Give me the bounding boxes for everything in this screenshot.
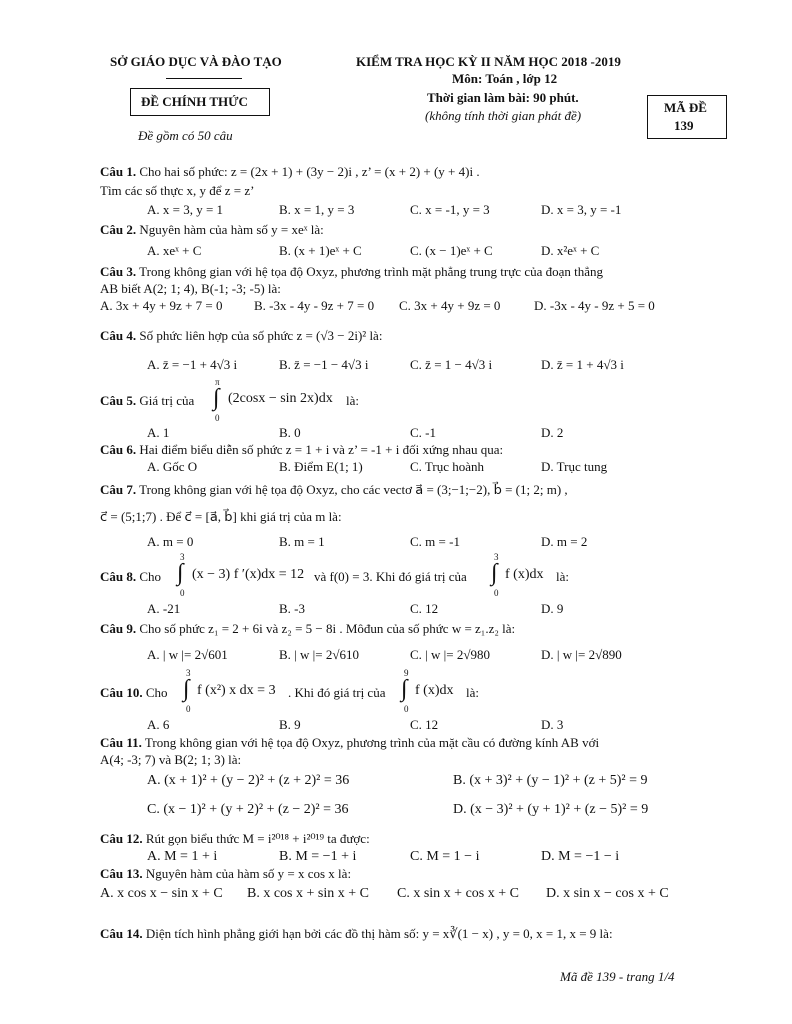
option-c: C. z̄ = 1 − 4√3 i bbox=[410, 357, 493, 372]
integral-lower-bound: 0 bbox=[180, 588, 185, 598]
question-14 bbox=[100, 926, 613, 942]
option-b: B. (x + 1)eˣ + C bbox=[279, 243, 362, 258]
question-2 bbox=[100, 222, 324, 238]
option-d: D. Trục tung bbox=[541, 459, 608, 474]
option-b: B. (x + 3)² + (y − 1)² + (z + 5)² = 9 bbox=[453, 773, 648, 788]
question-label: Câu 12. bbox=[100, 831, 143, 846]
header-divider bbox=[166, 78, 242, 79]
question-11 bbox=[100, 735, 599, 751]
question-label: Câu 10. bbox=[100, 685, 143, 700]
integral-upper-bound: π bbox=[215, 377, 220, 387]
option-d: D. x = 3, y = -1 bbox=[541, 202, 622, 217]
integrand: f (x²) x dx = 3 bbox=[197, 683, 276, 698]
option-b: B. m = 1 bbox=[279, 534, 325, 549]
option-a: A. x cos x − sin x + C bbox=[100, 886, 223, 901]
integral-sign-icon: ∫ bbox=[213, 385, 220, 411]
question-text: Hai điểm biểu diễn số phức z = 1 + i và z’ = -1 + i đối xứng nhau qua: bbox=[139, 442, 504, 457]
integrand: (2cosx − sin 2x)dx bbox=[228, 391, 333, 406]
question-label: Câu 2. bbox=[100, 222, 137, 237]
question-7 bbox=[100, 482, 568, 498]
option-b: B. z̄ = −1 − 4√3 i bbox=[279, 357, 369, 372]
option-a: A. Gốc O bbox=[147, 459, 198, 474]
integral-sign-icon: ∫ bbox=[177, 560, 184, 586]
option-c: C. x sin x + cos x + C bbox=[397, 886, 519, 901]
option-a: A. | w |= 2√601 bbox=[147, 647, 228, 662]
question-label: Câu 9. bbox=[100, 621, 137, 636]
option-b: B. 9 bbox=[279, 717, 301, 732]
option-c: C. m = -1 bbox=[410, 534, 460, 549]
question-count-note: Đề gồm có 50 câu bbox=[138, 128, 233, 143]
question-5 bbox=[100, 393, 194, 409]
integral-upper-bound: 3 bbox=[186, 668, 191, 678]
option-c: C. Trục hoành bbox=[410, 459, 485, 474]
integral-upper-bound: 9 bbox=[404, 668, 409, 678]
question-9 bbox=[100, 621, 515, 637]
integral-lower-bound: 0 bbox=[215, 413, 220, 423]
option-b: B. M = −1 + i bbox=[279, 849, 357, 864]
integral-lower-bound: 0 bbox=[186, 704, 191, 714]
question-text: Cho hai số phức: z = (2x + 1) + (3y − 2)i , z’ = (x + 2) + (y + 4)i . bbox=[139, 164, 480, 179]
integral-upper-bound: 3 bbox=[180, 552, 185, 562]
option-d: D. 2 bbox=[541, 425, 564, 440]
question-text: Cho số phức z₁ = 2 + 6i và z₂ = 5 − 8i . Môđun của số phức w = z₁.z₂ là: bbox=[139, 621, 516, 636]
question-3-line2: AB biết A(2; 1; 4), B(-1; -3; -5) là: bbox=[100, 281, 281, 296]
option-c: C. (x − 1)eˣ + C bbox=[410, 243, 493, 258]
integral-lower-bound: 0 bbox=[494, 588, 499, 598]
question-10 bbox=[100, 685, 168, 701]
exam-title: KIỂM TRA HỌC KỲ II NĂM HỌC 2018 -2019 bbox=[356, 54, 621, 69]
question-label: Câu 8. bbox=[100, 569, 137, 584]
integral-sign-icon: ∫ bbox=[183, 676, 190, 702]
exam-duration: Thời gian làm bài: 90 phút. bbox=[427, 90, 579, 105]
integrand-2: f (x)dx bbox=[505, 567, 544, 582]
integral-upper-bound: 3 bbox=[494, 552, 499, 562]
option-a: A. x = 3, y = 1 bbox=[147, 202, 224, 217]
question-suffix: là: bbox=[346, 393, 359, 408]
exam-duration-note: (không tính thời gian phát đề) bbox=[425, 108, 582, 123]
integral-lower-bound: 0 bbox=[404, 704, 409, 714]
integrand-2: f (x)dx bbox=[415, 683, 454, 698]
question-label: Câu 6. bbox=[100, 442, 137, 457]
option-d: D. 9 bbox=[541, 601, 564, 616]
question-label: Câu 7. bbox=[100, 482, 137, 497]
question-prefix: Cho bbox=[139, 569, 162, 584]
question-label: Câu 14. bbox=[100, 926, 143, 941]
question-text: Rút gọn biểu thức M = i²⁰¹⁸ + i²⁰¹⁹ ta được: bbox=[145, 831, 370, 846]
option-d: D. m = 2 bbox=[541, 534, 588, 549]
question-11-line2: A(4; -3; 7) và B(2; 1; 3) là: bbox=[100, 752, 242, 767]
option-b: B. -3x - 4y - 9z + 7 = 0 bbox=[254, 298, 375, 313]
question-middle: . Khi đó giá trị của bbox=[288, 685, 386, 700]
question-label: Câu 13. bbox=[100, 866, 143, 881]
option-c: C. 12 bbox=[410, 601, 439, 616]
option-a: A. (x + 1)² + (y − 2)² + (z + 2)² = 36 bbox=[147, 773, 350, 788]
page-footer: Mã đề 139 - trang 1/4 bbox=[560, 969, 675, 984]
question-12 bbox=[100, 831, 370, 847]
option-b: B. | w |= 2√610 bbox=[279, 647, 359, 662]
option-d: D. 3 bbox=[541, 717, 564, 732]
question-label: Câu 3. bbox=[100, 264, 137, 279]
question-text: Nguyên hàm của hàm số y = xeˣ là: bbox=[139, 222, 324, 237]
option-a: A. M = 1 + i bbox=[147, 849, 218, 864]
option-d: D. -3x - 4y - 9z + 5 = 0 bbox=[534, 298, 655, 313]
option-c: C. M = 1 − i bbox=[410, 849, 480, 864]
integrand: (x − 3) f ′(x)dx = 12 bbox=[192, 567, 305, 582]
option-d: D. | w |= 2√890 bbox=[541, 647, 622, 662]
option-a: A. 1 bbox=[147, 425, 170, 440]
exam-subject: Môn: Toán , lớp 12 bbox=[452, 71, 558, 86]
option-b: B. x cos x + sin x + C bbox=[247, 886, 369, 901]
integral-sign-icon: ∫ bbox=[401, 676, 408, 702]
option-a: A. z̄ = −1 + 4√3 i bbox=[147, 357, 238, 372]
exam-code-box bbox=[647, 95, 727, 139]
option-a: A. m = 0 bbox=[147, 534, 194, 549]
question-7-line2: c⃗ = (5;1;7) . Để c⃗ = [a⃗, b⃗] khi giá trị của m là: bbox=[100, 509, 342, 524]
question-prefix: Giá trị của bbox=[139, 393, 195, 408]
option-c: C. 12 bbox=[410, 717, 439, 732]
option-b: B. -3 bbox=[279, 601, 305, 616]
question-text: Trong không gian với hệ tọa độ Oxyz, phương trình của mặt cầu có đường kính AB với bbox=[144, 735, 600, 750]
option-b: B. x = 1, y = 3 bbox=[279, 202, 355, 217]
option-b: B. 0 bbox=[279, 425, 301, 440]
exam-code-label: MÃ ĐỀ bbox=[664, 100, 707, 115]
option-b: B. Điểm E(1; 1) bbox=[279, 459, 363, 474]
question-8 bbox=[100, 569, 161, 585]
option-c: C. (x − 1)² + (y + 2)² + (z − 2)² = 36 bbox=[147, 802, 349, 817]
option-a: A. xeˣ + C bbox=[147, 243, 202, 258]
option-a: A. 3x + 4y + 9z + 7 = 0 bbox=[100, 298, 223, 313]
question-text: Diện tích hình phẳng giới hạn bởi các đồ thị hàm số: y = x∛(1 − x) , y = 0, x = 1, x = 9 là: bbox=[145, 926, 613, 941]
exam-code: 139 bbox=[674, 118, 694, 133]
option-d: D. z̄ = 1 + 4√3 i bbox=[541, 357, 624, 372]
question-label: Câu 11. bbox=[100, 735, 142, 750]
option-c: C. 3x + 4y + 9z = 0 bbox=[399, 298, 501, 313]
question-6 bbox=[100, 442, 503, 458]
option-d: D. (x − 3)² + (y + 1)² + (z − 5)² = 9 bbox=[453, 802, 649, 817]
question-suffix: là: bbox=[466, 685, 479, 700]
question-13 bbox=[100, 866, 351, 882]
question-suffix: là: bbox=[556, 569, 569, 584]
question-text: Trong không gian với hệ tọa độ Oxyz, phương trình mặt phẳng trung trực của đoạn thẳng bbox=[139, 264, 604, 279]
option-c: C. x = -1, y = 3 bbox=[410, 202, 490, 217]
option-c: C. -1 bbox=[410, 425, 436, 440]
option-d: D. x²eˣ + C bbox=[541, 243, 600, 258]
question-3 bbox=[100, 264, 603, 280]
question-middle: và f(0) = 3. Khi đó giá trị của bbox=[314, 569, 467, 584]
question-prefix: Cho bbox=[145, 685, 168, 700]
question-1-line2: Tìm các số thực x, y để z = z’ bbox=[100, 183, 255, 198]
question-label: Câu 1. bbox=[100, 164, 137, 179]
question-text: Số phức liên hợp của số phức z = (√3 − 2i)² là: bbox=[139, 328, 383, 343]
option-d: D. M = −1 − i bbox=[541, 849, 620, 864]
question-text: Nguyên hàm của hàm số y = x cos x là: bbox=[145, 866, 352, 881]
integral-sign-icon: ∫ bbox=[491, 560, 498, 586]
question-label: Câu 5. bbox=[100, 393, 137, 408]
option-c: C. | w |= 2√980 bbox=[410, 647, 490, 662]
question-label: Câu 4. bbox=[100, 328, 137, 343]
question-1 bbox=[100, 164, 480, 180]
department-name: SỞ GIÁO DỤC VÀ ĐÀO TẠO bbox=[110, 54, 282, 69]
official-label: ĐỀ CHÍNH THỨC bbox=[141, 94, 248, 109]
option-a: A. 6 bbox=[147, 717, 170, 732]
option-d: D. x sin x − cos x + C bbox=[546, 886, 669, 901]
question-text: Trong không gian với hệ tọa độ Oxyz, cho các vectơ a⃗ = (3;−1;−2), b⃗ = (1; 2; m) , bbox=[139, 482, 568, 497]
question-4 bbox=[100, 328, 382, 344]
option-a: A. -21 bbox=[147, 601, 181, 616]
official-box bbox=[130, 88, 270, 116]
